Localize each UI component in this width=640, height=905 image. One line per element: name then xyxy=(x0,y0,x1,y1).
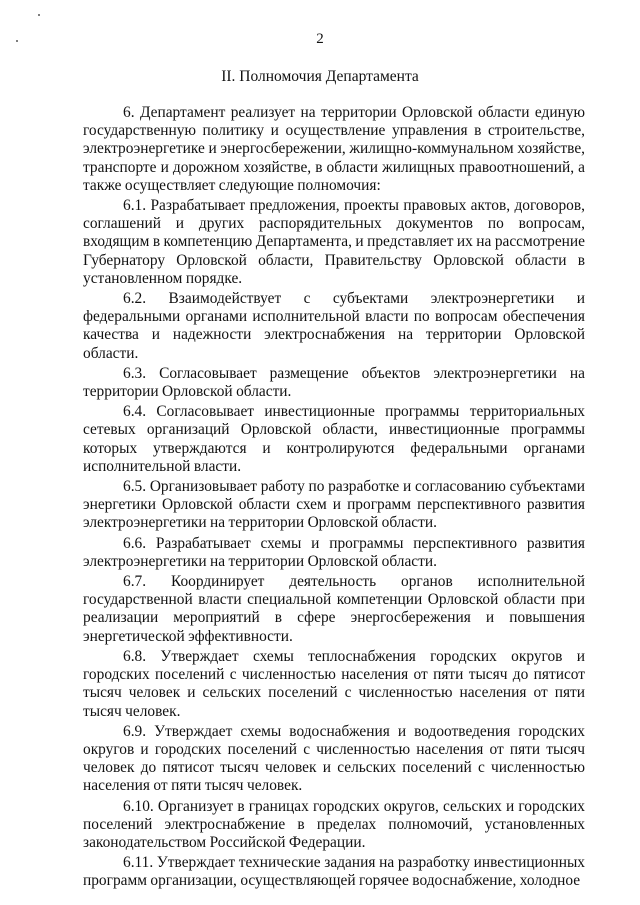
paragraph-6-8: 6.8. Утверждает схемы теплоснабжения городских округов и городских поселений с численностью населения от пяти тысяч до пятисот тысяч человек и сельских поселений с численностью населения от пяти тысяч человек. xyxy=(83,647,585,720)
paragraph-6-1: 6.1. Разрабатывает предложения, проекты правовых актов, договоров, соглашений и других распорядительных документов по вопросам, входящим в компетенцию Департамента, и представляет их на рассмотрение Губернатору Орловской области, Правительству Орловской области в установленном порядке. xyxy=(83,197,585,287)
paragraph-6-3: 6.3. Согласовывает размещение объектов электроэнергетики на территории Орловской области. xyxy=(83,364,585,401)
section-heading: II. Полномочия Департамента xyxy=(221,68,419,85)
paragraph-6-4: 6.4. Согласовывает инвестиционные программы территориальных сетевых организаций Орловской области, инвестиционные программы которых утверждаются и контролируются федеральными органами исполнительной власти. xyxy=(83,403,585,475)
paragraph-6-6: 6.6. Разрабатывает схемы и программы перспективного развития электроэнергетики на территории Орловской области. xyxy=(83,534,585,570)
paragraph-6-10: 6.10. Организует в границах городских округов, сельских и городских поселений электроснабжение в пределах полномочий, установленных законодательством Российской Федерации. xyxy=(83,797,585,851)
paragraph-6-11: 6.11. Утверждает технические задания на разработку инвестиционных программ организации, осуществляющей горячее водоснабжение, холодное xyxy=(83,854,585,890)
paragraph-6: 6. Департамент реализует на территории Орловской области единую государственную политику и осуществление управления в строительстве, электроэнергетике и энергосбережении, жилищно-коммунальном хозяйстве, транспорте и дорожном хозяйстве, в области жилищных правоотношений, а также осуществляет следующие полномочия: xyxy=(83,104,585,194)
paragraph-6-9: 6.9. Утверждает схемы водоснабжения и водоотведения городских округов и городских поселений с численностью населения от пяти тысяч человек до пятисот тысяч человек и сельских поселений с численностью населения от пяти тысяч человек. xyxy=(83,722,585,795)
page-number: 2 xyxy=(316,31,324,47)
paragraph-6-2: 6.2. Взаимодействует с субъектами электроэнергетики и федеральными органами исполнительной власти по вопросам обеспечения качества и надежности электроснабжения на территории Орловской области. xyxy=(83,290,585,362)
paragraph-6-7: 6.7. Координирует деятельность органов исполнительной государственной власти специальной компетенции Орловской области при реализации мероприятий в сфере энергосбережения и повышения энергетической эффективности. xyxy=(83,573,585,645)
document-body xyxy=(83,104,585,893)
paragraph-6-5: 6.5. Организовывает работу по разработке и согласованию субъектами энергетики Орловской области схем и программ перспективного развития электроэнергетики на территории Орловской области. xyxy=(83,478,585,532)
scan-speck xyxy=(38,14,40,16)
